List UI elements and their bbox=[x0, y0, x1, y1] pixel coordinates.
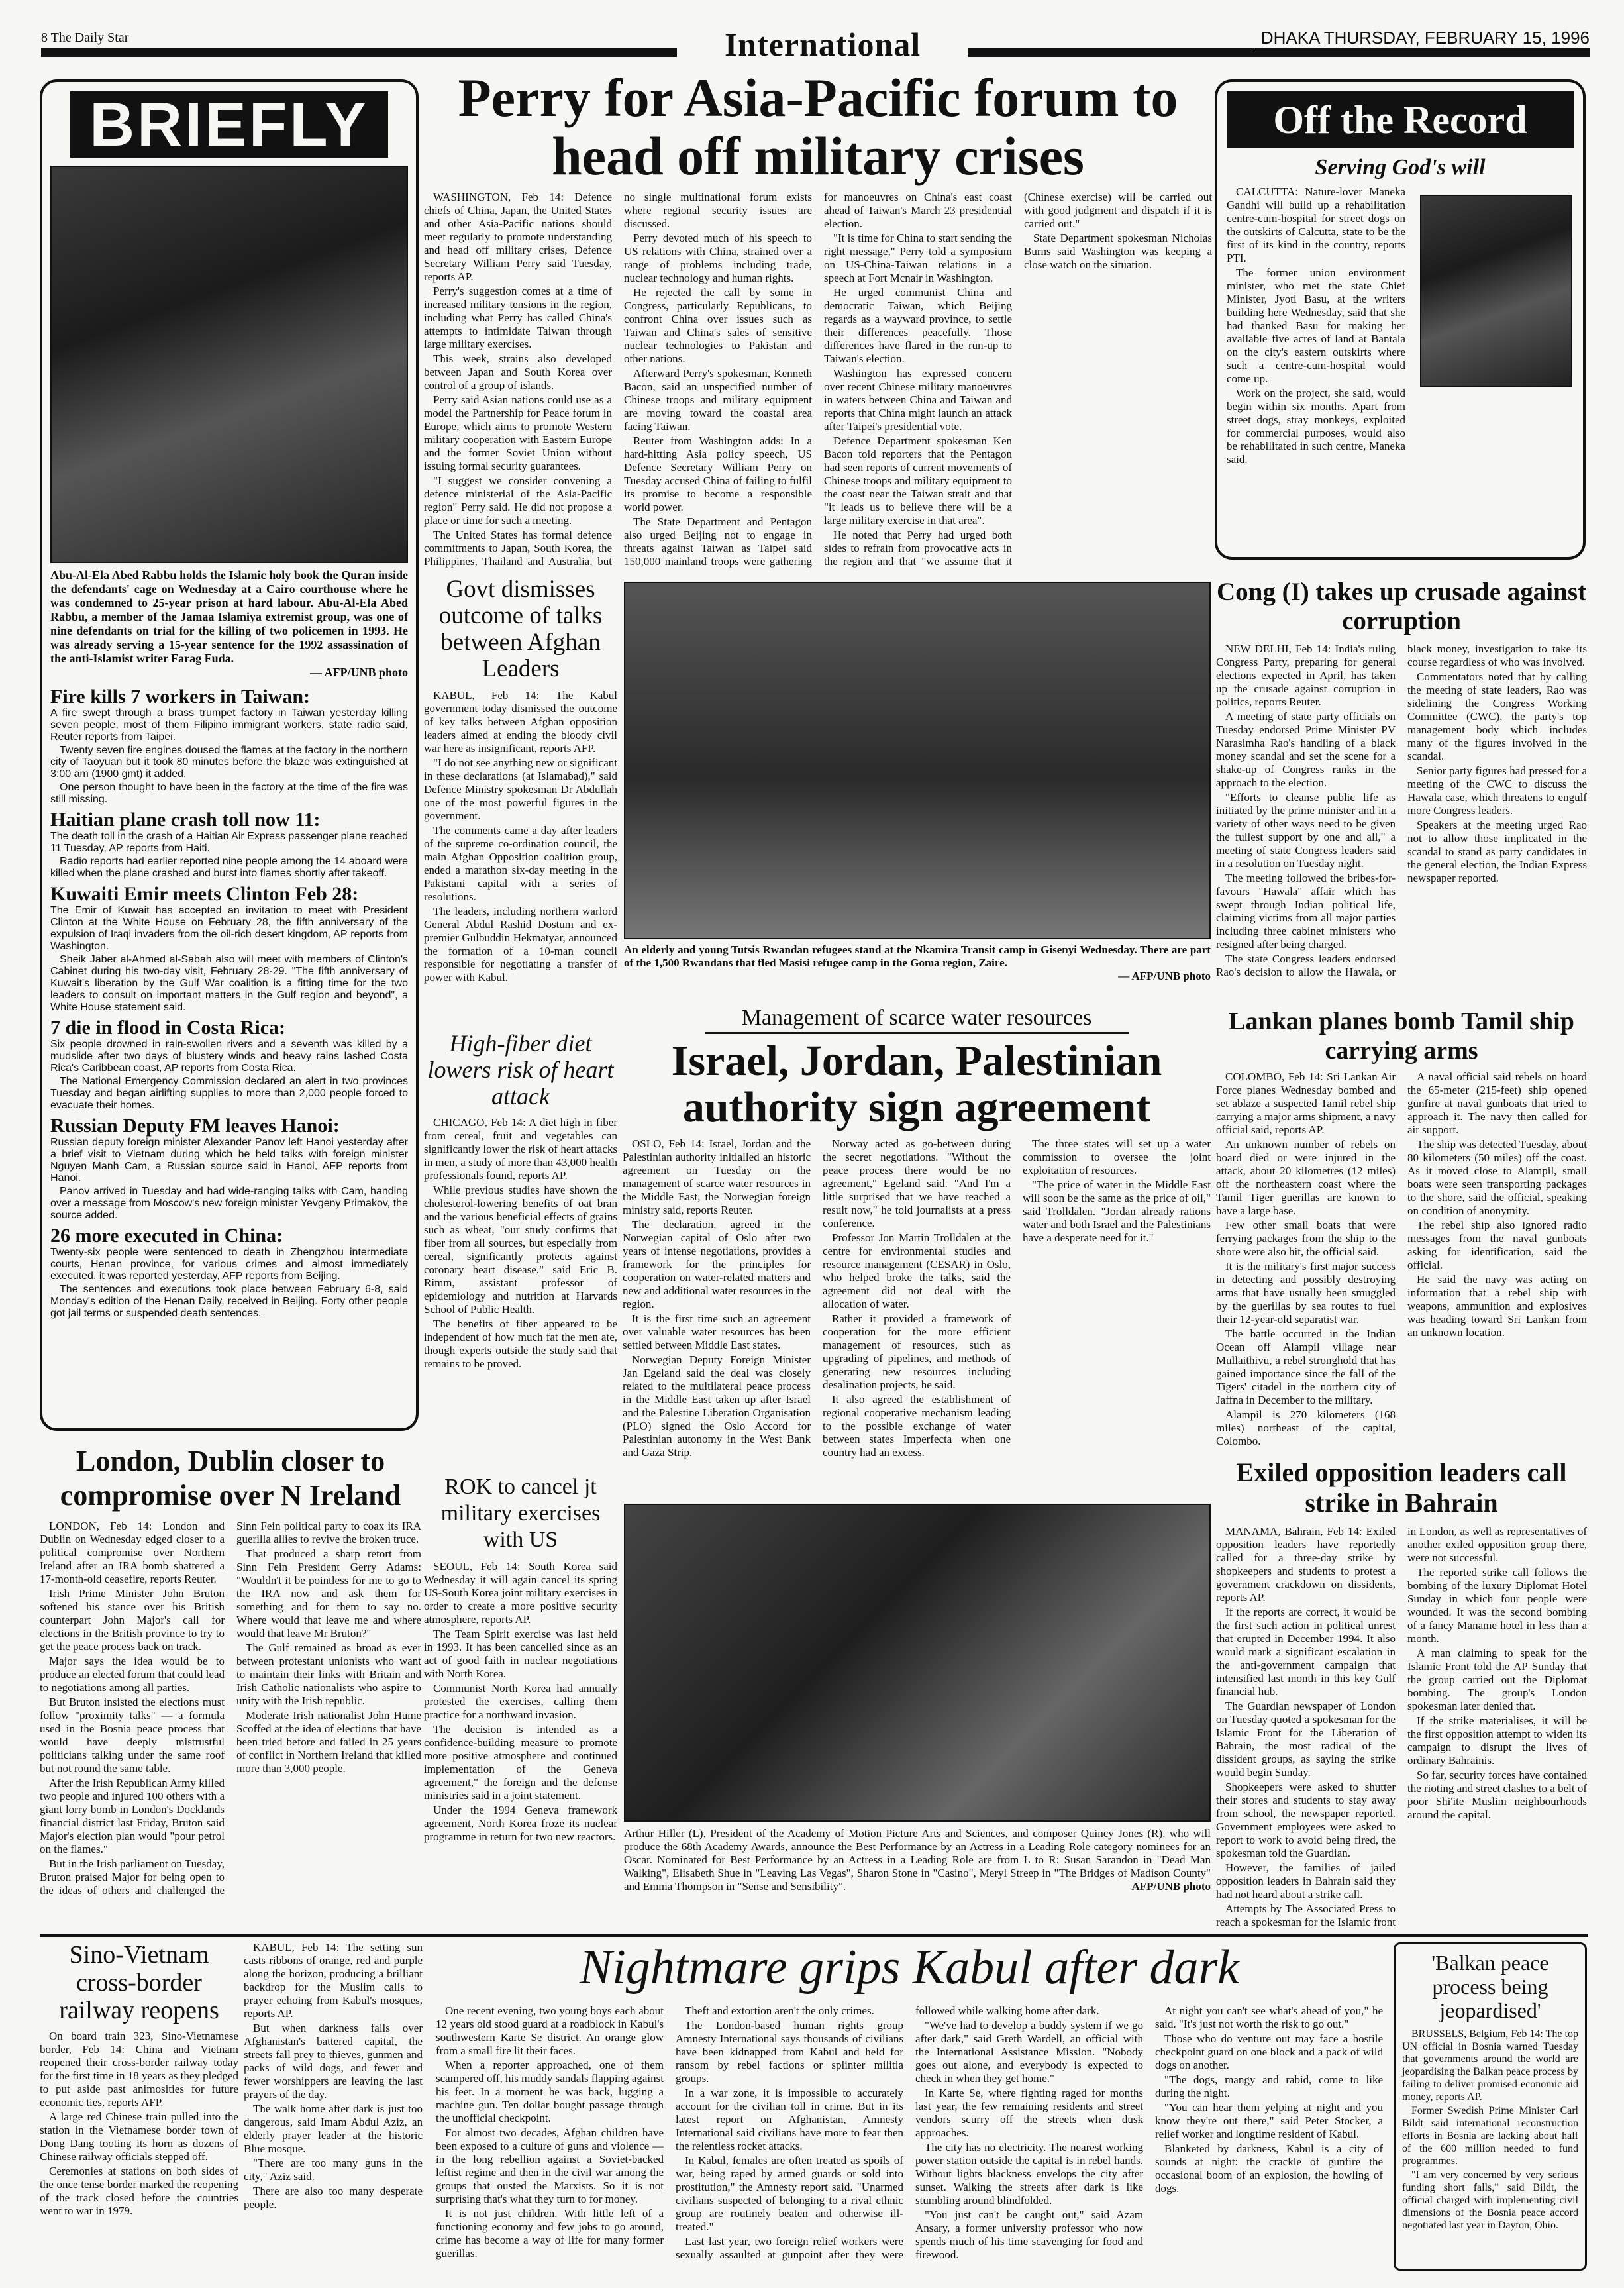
rwanda-caption: An elderly and young Tutsis Rwandan refugees stand at the Nkamira Transit camp in Gisenyi Wednesday. There are part of the 1,500 Rwandans that fled Masisi refugee camp in the Goma region, Zaire. — AFP/UNB photo bbox=[624, 943, 1211, 982]
lanka-article bbox=[1216, 1007, 1587, 1457]
water-paragraph: Norwegian Deputy Foreign Minister Jan Egeland said the deal was closely related to the multilateral peace process in the Middle East taken up after Israel and the Palestine Liberation Organisation (PLO) signed the Oslo Accord for Palestinian autonomy in the West Bank and Gaza Strip. bbox=[623, 1353, 811, 1459]
record-paragraph: The former union environment minister, who met the state Chief Minister, Jyoti Basu, at the writers building here Wednesday, said that she had thanked Basu for making her available five acres of land at Bantala on the city's eastern outskirts where such a centre-cum-hospital would come up. bbox=[1227, 266, 1405, 385]
congress-paragraph: A meeting of state party officials on Tuesday endorsed Prime Minister PV Narasimha Rao's handling of a black money scandal and set the scene for a shake-up of Congress ranks in the approach to the election. bbox=[1216, 710, 1396, 789]
fiber-article bbox=[424, 1030, 617, 1467]
water-paragraph: OSLO, Feb 14: Israel, Jordan and the Palestinian authority initialled an historic agreement on Tuesday on the management of scarce water resources in the Middle East, the Norwegian foreign ministry said, reports Reuter. bbox=[623, 1137, 811, 1216]
afghan-paragraph: The comments came a day after leaders of the supreme co-ordination council, the main Afghan Opposition coalition group, ended a marathon six-day meeting in the Pakistani capital with a series of resolutions. bbox=[424, 824, 617, 903]
oscar-caption: Arthur Hiller (L), President of the Academy of Motion Picture Arts and Sciences, and composer Quincy Jones (R), who will produce the 68th Academy Awards, announce the Best Performance by an Actress in a Leading Role category nominees for an Oscar. Nominated for Best Performance by an Actress in a Leading Role are from L to R: Susan Sarandon in "Dead Man Walking", Elisabeth Shue in "Leaving Las Vegas", Sharon Stone in "Casino", Meryl Streep in "The Bridges of Madison County" and Emma Thompson in "Sense and Sensibility". AFP/UNB photo bbox=[624, 1827, 1211, 1893]
briefly-photo bbox=[50, 166, 408, 563]
briefly-item-text: Russian deputy foreign minister Alexander Panov left Hanoi yesterday after a brief visit to Vietnam during which he held talks with foreign minister Nguyen Manh Cam, a Russian source said in Hanoi, AFP reports from Hanoi. bbox=[50, 1137, 408, 1184]
ireland-paragraph: Moderate Irish nationalist John Hume Scoffed at the idea of elections that have been tried before and failed in 25 years of conflict in Northern Ireland that killed more than 3,000 people. bbox=[236, 1709, 421, 1775]
fiber-paragraph: CHICAGO, Feb 14: A diet high in fiber from cereal, fruit and vegetables can significantly lower the risk of heart attacks in men, a study of more than 43,000 health professionals found, reports AP. bbox=[424, 1116, 617, 1182]
perry-paragraph: He noted that Perry had urged both sides to refrain from provocative acts in the region and that "we assume that it (Chinese exercise) will be carried out with good judgment and dispatch if it is carried out." bbox=[824, 191, 1212, 568]
balkan-paragraph: "I am very concerned by very serious funding short falls," said Bildt, the official charged with implementing civil dimensions of the Bosnia peace accord negotiated last year in Dayton, Ohio. bbox=[1402, 2169, 1578, 2231]
record-subhead: Serving God's will bbox=[1315, 155, 1486, 180]
ireland-paragraph: That produced a sharp retort from Sinn Fein President Gerry Adams: "Wouldn't it be pointless for me to go to the IRA now and ask them for something and for them to say no. Where would that leave me and where would that leave Mr Bruton?" bbox=[236, 1547, 421, 1639]
congress-headline: Cong (I) takes up crusade against corruption bbox=[1217, 578, 1586, 635]
kabul-paragraph: But when darkness falls over Afghanistan's battered capital, the streets fall prey to thieves, gunmen and packs of wild dogs, and fewer and fewer worshippers are leaving the last prayers of the day. bbox=[244, 2022, 423, 2101]
kabul-first-column bbox=[244, 1941, 423, 2272]
lanka-headline: Lankan planes bomb Tamil ship carrying arms bbox=[1229, 1008, 1574, 1065]
oscar-photo-block bbox=[624, 1504, 1211, 1934]
briefly-item-text: Six people drowned in rain-swollen rivers and a seventh was killed by a mudslide after two days of blustery winds and heavy rains lashed Costa Rica's Caribbean coast, AP reports from Costa Rica. bbox=[50, 1039, 408, 1074]
kabul-paragraph: Last last year, two foreign relief workers were sexually assaulted at gunpoint after they were followed while walking home after dark. bbox=[676, 2004, 1099, 2261]
kabul-paragraph: The London-based human rights group Amnesty International says thousands of civilians have been kidnapped from Kabul and held for ransom by rebel factions or splinter militia groups. bbox=[676, 2019, 903, 2085]
bahrain-headline: Exiled opposition leaders call strike in Bahrain bbox=[1236, 1457, 1567, 1518]
rail-headline: Sino-Vietnam cross-border railway reopens bbox=[59, 1941, 219, 2024]
kabul-paragraph: At night you can't see what's ahead of you," he said. "It's just not worth the risk to go out." bbox=[1155, 2004, 1383, 2030]
fiber-body bbox=[424, 1116, 617, 1441]
briefly-item bbox=[50, 884, 408, 1014]
perry-paragraph: Reuter from Washington adds: In a hard-hitting Asia policy speech, US Defence Secretary William Perry on Tuesday accused China of failing to fulfil its promise to become a responsible world power. bbox=[624, 435, 812, 513]
bahrain-paragraph: Shopkeepers were asked to shutter their stores and students to stay away from school, the newspaper reported. Government employees were asked to report to work to avoid being fired, the spokesman told the Guardian. bbox=[1216, 1781, 1396, 1859]
water-article bbox=[623, 1006, 1211, 1502]
water-paragraph: It is the first time such an agreement over valuable water resources has been settled between Middle East states. bbox=[623, 1312, 811, 1351]
water-paragraph: Professor Jon Martin Trolldalen at the centre for environmental studies and resource management (CESAR) in Oslo, who helped broke the talks, said the agreement did not deal with the allocation of water. bbox=[823, 1231, 1011, 1310]
congress-paragraph: Senior party figures had pressed for a meeting of the CWC to discuss the Hawala case, which threatens to engulf more Congress leaders. bbox=[1407, 764, 1587, 817]
kabul-paragraph: There are also too many desperate people. bbox=[244, 2185, 423, 2210]
perry-paragraph: Perry's suggestion comes at a time of increased military tensions in the region, including what Perry has called China's attempts to intimidate Taiwan through large military exercises. bbox=[424, 285, 612, 350]
briefly-item-text: A fire swept through a brass trumpet factory in Taiwan yesterday killing seven people, most of them Filipino immigrant workers, state radio said, Reuter reports from Taipei. bbox=[50, 707, 408, 743]
bahrain-paragraph: MANAMA, Bahrain, Feb 14: Exiled opposition leaders have reportedly called for a three-day strike by shopkeepers and students to protest a government crackdown on dissidents, reports AP. bbox=[1216, 1525, 1396, 1604]
briefly-photo-caption: Abu-Al-Ela Abed Rabbu holds the Islamic holy book the Quran inside the defendants' cage on Wednesday at a Cairo courthouse where he was condemned to 25-year prison at hard labour. Abu-Al-Ela Abed Rabbu, a member of the Jamaa Islamiya extremist group, was one of nine defendants on trial for the killing of two policemen in 1993. He was already serving a 15-year sentence for the 1992 assassination of the anti-Islamist writer Farag Fuda. — AFP/UNB photo bbox=[50, 568, 408, 679]
congress-paragraph: The state Congress leaders endorsed Rao's decision to allow the Hawala, or black money, investigation to take its course regardless of who was involved. bbox=[1216, 643, 1587, 978]
kabul-paragraph: "There are too many guns in the city," Aziz said. bbox=[244, 2157, 423, 2183]
kabul-paragraph: In Kabul, females are often treated as spoils of war, being raped by armed guards or sold into prostitution," the Amnesty report said. "Unarmed civilians suspected of belonging to a rival ethnic group are routinely beaten and otherwise ill-treated." bbox=[676, 2154, 903, 2233]
oscar-photo bbox=[624, 1504, 1211, 1822]
briefly-logo: BRIEFLY bbox=[70, 91, 388, 158]
kabul-paragraph: "The dogs, mangy and rabid, come to like during the night. bbox=[1155, 2073, 1383, 2099]
lanka-paragraph: The ship was detected Tuesday, about 80 kilometers (50 miles) off the coast. As it moved close to Alampil, small boats were seen transporting packages to the shore, said the official, speaking on condition of anonymity. bbox=[1407, 1138, 1587, 1217]
balkan-paragraph: Former Swedish Prime Minister Carl Bildt said international reconstruction efforts in Bosnia are lacking about half of the 600 million needed to fund programmes. bbox=[1402, 2105, 1578, 2167]
water-body bbox=[623, 1137, 1211, 1469]
bottom-section-rule bbox=[40, 1934, 1588, 1937]
bahrain-paragraph: A man claiming to speak for the Islamic Front told the AP Sunday that the group carried out the Diplomat bombing. The group's London spokesman later denied that. bbox=[1407, 1647, 1587, 1712]
rok-paragraph: SEOUL, Feb 14: South Korea said Wednesday it will again cancel its spring US-South Korea joint military exercises in order to create a more positive security atmosphere, reports AP. bbox=[424, 1560, 617, 1626]
water-paragraph: "The price of water in the Middle East will soon be the same as the price of oil," said Trolldalen. "Jordan already rations water and both Israel and the Palestinians have a desperate need for it." bbox=[1023, 1178, 1211, 1244]
fiber-paragraph: While previous studies have shown the cholesterol-lowering benefits of oat bran and the various beneficial effects of grains such as wheat, "our study confirms that fiber from all sources, but especially from cereal, significantly protects against coronary heart disease," said Eric B. Rimm, assistant professor of epidemiology and nutrition at Harvards School of Public Health. bbox=[424, 1184, 617, 1316]
perry-paragraph: WASHINGTON, Feb 14: Defence chiefs of China, Japan, the United States and other Asia-Pacific nations should meet regularly to promote understanding and head off military crises, Defence Secretary William Perry said Tuesday, reports AP. bbox=[424, 191, 612, 283]
briefly-item-heading: Fire kills 7 workers in Taiwan: bbox=[50, 686, 310, 707]
briefly-item-paragraph: Radio reports had earlier reported nine people among the 14 aboard were killed when the plane crashed and burst into flames shortly after takeoff. bbox=[50, 856, 408, 879]
rok-article bbox=[424, 1474, 617, 1938]
kabul-paragraph: Blanketed by darkness, Kabul is a city of sounds at night: the crackle of gunfire the occasional boom of an explosion, the howling of dogs. bbox=[1155, 2142, 1383, 2195]
perry-body bbox=[424, 191, 1212, 568]
kabul-body bbox=[436, 2004, 1383, 2272]
lanka-paragraph: The rebel ship also ignored radio messages from the naval gunboats asking for identification, said the official. bbox=[1407, 1219, 1587, 1271]
lanka-paragraph: A naval official said rebels on board the 65-meter (215-feet) ship opened gunfire at naval gunboats that tried to approach it. The navy then called for air support. bbox=[1407, 1070, 1587, 1136]
lanka-paragraph: He said the navy was acting on information that a rebel ship with weapons, ammunition and explosives was heading toward Sri Lankan from an unknown location. bbox=[1407, 1273, 1587, 1339]
kabul-paragraph: "You just can't be caught out," said Azam Ansary, a former university professor who now spends much of his time scavenging for food and firewood. bbox=[915, 2209, 1143, 2261]
rok-headline: ROK to cancel jt military exercises with US bbox=[440, 1475, 601, 1552]
record-paragraph: Work on the project, she said, would begin within six months. Apart from street dogs, stray monkeys, exploited for commercial purposes, would also be rehabilitated in such centre, Maneka said. bbox=[1227, 387, 1405, 466]
fiber-headline: High-fiber diet lowers risk of heart attack bbox=[427, 1030, 614, 1110]
fiber-paragraph: The benefits of fiber appeared to be independent of how much fat the men ate, though experts outside the study said that remains to be proved. bbox=[424, 1318, 617, 1370]
briefly-item bbox=[50, 1017, 408, 1112]
ireland-paragraph: But Bruton insisted the elections must follow "proximity talks" — a formula used in the Bosnia peace process that would have deeply mistrustful politicians talking under the same roof but not round the same table. bbox=[40, 1696, 225, 1775]
record-box bbox=[1215, 79, 1586, 560]
afghan-body bbox=[424, 689, 617, 1014]
water-paragraph: It also agreed the establishment of regional cooperative mechanism leading to the possible exchange of water between states Imperfecta when one country had an excess. bbox=[823, 1393, 1011, 1459]
water-paragraph: Rather it provided a framework of cooperation for the more efficient management of resources, such as upgrading of pipelines, and methods of generating new resources including desalination projects, he said. bbox=[823, 1312, 1011, 1391]
rail-body bbox=[40, 2030, 238, 2248]
briefly-item-heading: Russian Deputy FM leaves Hanoi: bbox=[50, 1115, 340, 1137]
perry-paragraph: Perry said Asian nations could use as a model the Partnership for Peace forum in Europe, which aims to promote Western military cooperation with Eastern Europe and the former Soviet Union without issuing formal security guarantees. bbox=[424, 393, 612, 472]
kabul-paragraph: It is not just children. With little left of a functioning economy and few jobs to go around, crime has become a way of life for many former guerillas. bbox=[436, 2207, 664, 2260]
bahrain-paragraph: Attempts by The Associated Press to reach a spokesman for the Islamic front in London, as well as representatives of another exiled opposition group there, were not successful. bbox=[1216, 1525, 1587, 1928]
kabul-headline: Nightmare grips Kabul after dark bbox=[579, 1941, 1240, 1995]
water-headline: Israel, Jordan, Palestinian authority sign agreement bbox=[671, 1037, 1162, 1131]
rail-paragraph: A large red Chinese train pulled into the station in the Vietnamese border town of Dong Dang tooting its horn as dozens of Chinese railway officials stepped off. bbox=[40, 2110, 238, 2163]
briefly-item-text: The death toll in the crash of a Haitian Air Express passenger plane reached 11 Tuesday, AP reports from Haiti. bbox=[50, 831, 408, 854]
water-paragraph: Norway acted as go-between during the secret negotiations. "Without the peace process there would be no agreement," Egeland said. "And I'm a little surprised that we have reached a result now," he told journalists at a press conference. bbox=[823, 1137, 1011, 1229]
record-photo bbox=[1420, 195, 1572, 387]
congress-body bbox=[1216, 643, 1587, 999]
briefly-item-paragraph: Panov arrived in Tuesday and had wide-ranging talks with Cam, handing over a message from Moscow's new foreign minister Yevgeny Primakov, the source added. bbox=[50, 1186, 408, 1221]
lanka-paragraph: Few other small boats that were ferrying packages from the ship to the shore were also hit, the official said. bbox=[1216, 1219, 1396, 1258]
briefly-item-heading: Kuwaiti Emir meets Clinton Feb 28: bbox=[50, 883, 359, 905]
kabul-paragraph: The city has no electricity. The nearest working power station outside the capital is in rebel hands. Without lights blackness envelops the city after sunset. Walking the streets after dark is like stumbling around blindfolded. bbox=[915, 2141, 1143, 2207]
perry-paragraph: State Department spokesman Nicholas Burns said Washington was keeping a close watch on the situation. bbox=[1024, 232, 1212, 271]
ireland-body bbox=[40, 1520, 421, 1917]
briefly-box bbox=[40, 79, 419, 1431]
kabul-paragraph: The walk home after dark is just too dangerous, said Imam Abdul Aziz, an elderly prayer leader at the historic Blue mosque. bbox=[244, 2103, 423, 2155]
afghan-paragraph: KABUL, Feb 14: The Kabul government today dismissed the outcome of key talks between Afghan opposition leaders aimed at ending the bloody civil war here as insignificant, reports AFP. bbox=[424, 689, 617, 754]
perry-paragraph: Washington has expressed concern over recent Chinese military manoeuvres in waters between China and Taiwan and reports that China might launch an attack after Taipei's presidential vote. bbox=[824, 367, 1012, 433]
kabul-paragraph: One recent evening, two young boys each about 12 years old stood guard at a roadblock in Kabul's southwestern Karte Se district. An orange glow from a small fire lit their faces. bbox=[436, 2004, 664, 2057]
afghan-headline: Govt dismisses outcome of talks between Afghan Leaders bbox=[438, 576, 603, 682]
dateline: DHAKA THURSDAY, FEBRUARY 15, 1996 bbox=[1254, 28, 1590, 48]
briefly-photo-credit: — AFP/UNB photo bbox=[309, 666, 408, 679]
perry-paragraph: The United States has formal defence commitments to Japan, South Korea, the Philippines, Thailand and Australia, but no single multinational forum exists where regional security issues are discussed. bbox=[424, 191, 812, 568]
kabul-paragraph: In Karte Se, where fighting raged for months last year, the few remaining residents and street vendors scurry off the streets when dusk approaches. bbox=[915, 2087, 1143, 2139]
bahrain-paragraph: The reported strike call follows the bombing of the luxury Diplomat Hotel Sunday in which four people were wounded. It was the second bombing of a fancy Maname hotel in less than a month. bbox=[1407, 1566, 1587, 1645]
briefly-item-paragraph: Sheik Jaber al-Ahmed al-Sabah also will meet with members of Clinton's Cabinet during his two-day visit, February 28-29. "The fifth anniversary of Kuwait's liberation by the Gulf War coalition is a fitting time for the two leaders to consult on important matters in the Gulf region and beyond", a White House statement said. bbox=[50, 954, 408, 1013]
briefly-item bbox=[50, 1225, 408, 1320]
rok-body bbox=[424, 1560, 617, 1904]
kabul-paragraph: KABUL, Feb 14: The setting sun casts ribbons of orange, red and purple along the horizon, producing a brilliant backdrop for the Muslim calls to prayer echoing from Kabul's mosques, reports AP. bbox=[244, 1941, 423, 2020]
briefly-item-heading: Haitian plane crash toll now 11: bbox=[50, 809, 321, 831]
bahrain-paragraph: If the reports are correct, it would be the first such action in political unrest that erupted in December 1994. It also would mark a significant escalation in the anti-government campaign that intensified last month in this key Gulf financial hub. bbox=[1216, 1606, 1396, 1698]
afghan-paragraph: "I do not see anything new or significant in these declarations (at Islamabad)," said Defence Ministry spokesman Dr Abdullah one of the most powerful figures in the government. bbox=[424, 756, 617, 822]
bahrain-body bbox=[1216, 1525, 1587, 1930]
rwanda-photo bbox=[624, 582, 1211, 939]
water-paragraph: The three states will set up a water commission to oversee the joint exploitation of resources. bbox=[1023, 1137, 1211, 1176]
oscar-credit: AFP/UNB photo bbox=[1131, 1880, 1211, 1893]
congress-paragraph: NEW DELHI, Feb 14: India's ruling Congress Party, preparing for general elections expected in April, has taken up the crusade against corruption in politics, reports Reuter. bbox=[1216, 643, 1396, 708]
ireland-headline: London, Dublin closer to compromise over N Ireland bbox=[60, 1445, 401, 1512]
bahrain-article bbox=[1216, 1457, 1587, 1934]
rwanda-photo-block bbox=[624, 582, 1211, 1006]
briefly-item-paragraph: The sentences and executions took place between February 6-8, said Monday's edition of the Henan Daily, received in Beijing. Forty other people got jail terms or suspended death sentences. bbox=[50, 1284, 408, 1319]
kabul-paragraph: Theft and extortion aren't the only crimes. bbox=[685, 2004, 874, 2017]
record-logo: Off the Record bbox=[1227, 91, 1574, 148]
balkan-headline: 'Balkan peace process being jeopardised' bbox=[1431, 1951, 1549, 2022]
rok-paragraph: The Team Spirit exercise was last held in 1993. It has been cancelled since as an act of good faith in nuclear negotiations with North Korea. bbox=[424, 1628, 617, 1680]
lanka-body bbox=[1216, 1070, 1587, 1455]
kabul-paragraph: Those who do venture out may face a hostile checkpoint guard on one block and a pack of wild dogs on another. bbox=[1155, 2032, 1383, 2071]
water-paragraph: The declaration, agreed in the Norwegian capital of Oslo after two years of intense negotiations, provides a framework for the principles for cooperation on water-related matters and new and additional water resources in the region. bbox=[623, 1218, 811, 1310]
masthead-rule-left bbox=[41, 48, 677, 57]
rok-paragraph: Under the 1994 Geneva framework agreement, North Korea froze its nuclear programme in return for two new reactors. bbox=[424, 1804, 617, 1843]
briefly-item-paragraph: Twenty seven fire engines doused the flames at the factory in the northern city of Taoyuan but it took 80 minutes before the blaze was extinguished at 3:00 am (1900 gmt) it added. bbox=[50, 745, 408, 780]
perry-headline: Perry for Asia-Pacific forum to head off military crises bbox=[458, 69, 1178, 186]
record-body bbox=[1227, 185, 1405, 530]
perry-paragraph: The State Department and Pentagon also urged Beijing not to engage in threats against Taiwan as Taipei said 150,000 mainland troops were gathering for manoeuvres on China's east coast ahead of Taiwan's March 23 presidential election. bbox=[624, 191, 1012, 568]
briefly-item-paragraph: The National Emergency Commission declared an alert in two provinces Tuesday and began airlifting supplies to more than 2,000 people forced to evacuate their homes. bbox=[50, 1076, 408, 1111]
water-kicker: Management of scarce water resources bbox=[705, 1006, 1129, 1034]
rok-paragraph: Communist North Korea had annually protested the exercises, calling them practice for a northward invasion. bbox=[424, 1682, 617, 1721]
bahrain-paragraph: The Guardian newspaper of London on Tuesday quoted a spokesman for the Islamic Front for the Liberation of Bahrain, the most radical of the dissident groups, as saying the strike would begin Sunday. bbox=[1216, 1700, 1396, 1779]
congress-paragraph: "Efforts to cleanse public life as initiated by the prime minister and in a variety of other ways need to be given the fullest support by one and all," a meeting of state Congress leaders said in a resolution on Tuesday night. bbox=[1216, 791, 1396, 870]
perry-paragraph: "It is time for China to start sending the right message," Perry told a symposium on US-China-Taiwan relations in a speech at Fort Mcnair in Washington. bbox=[824, 232, 1012, 284]
ireland-paragraph: Major says the idea would be to produce an elected forum that could lead to negotiations among all parties. bbox=[40, 1655, 225, 1694]
rwanda-credit: — AFP/UNB photo bbox=[1118, 970, 1211, 982]
perry-paragraph: Perry devoted much of his speech to US relations with China, strained over a range of problems including trade, nuclear technology and human rights. bbox=[624, 232, 812, 284]
ireland-paragraph: LONDON, Feb 14: London and Dublin on Wednesday edged closer to a political compromise over Northern Ireland after an IRA bomb shattered a 17-month-old ceasefire, reports Reuter. bbox=[40, 1520, 225, 1585]
ireland-paragraph: Irish Prime Minister John Bruton softened his stance over his British counterpart John Major's call for elections in the British province to try to get the peace process back on track. bbox=[40, 1587, 225, 1653]
page-number-label: 8 The Daily Star bbox=[41, 30, 129, 45]
kabul-paragraph: When a reporter approached, one of them scampered off, his muddy sandals flapping against his feet. In a moment he was back, lugging a machine gun. Ten dollar bought passage through the unofficial checkpoint. bbox=[436, 2059, 664, 2124]
balkan-body bbox=[1402, 2028, 1578, 2240]
kabul-article bbox=[244, 1941, 1383, 2272]
record-paragraph: CALCUTTA: Nature-lover Maneka Gandhi will build up a rehabilitation centre-cum-hospital for street dogs on the outskirts of Calcutta, state to be the first of its kind in the country, reports PTI. bbox=[1227, 185, 1405, 264]
section-title: International bbox=[724, 26, 921, 63]
congress-paragraph: The meeting followed the bribes-for-favours "Hawala" affair which has swept through Indian political life, claiming victims from all major parties including three cabinet ministers who resigned after being charged. bbox=[1216, 872, 1396, 951]
lanka-paragraph: It is the military's first major success in detecting and possibly destroying arms that have usually been smuggled by the guerillas by sea routes to fuel their 12-year-old separatist war. bbox=[1216, 1260, 1396, 1326]
kabul-paragraph: In a war zone, it is impossible to accurately account for the civilian toll in crime. But in its latest report on Afghanistan, Amnesty International said civilians have more to fear then the relentless rocket attacks. bbox=[676, 2087, 903, 2152]
ireland-paragraph: After the Irish Republican Army killed two people and injured 100 others with a giant lorry bomb in London's Docklands financial district last Friday, Bruton said Major's election plan would "pour petrol on the flames." bbox=[40, 1777, 225, 1855]
balkan-box bbox=[1394, 1942, 1587, 2271]
briefly-item-text: The Emir of Kuwait has accepted an invitation to meet with President Clinton at the White House on February 28, the fifth anniversary of the expulsion of Iraqi invaders from the oil-rich desert kingdom, AP reports from Washington. bbox=[50, 905, 408, 952]
masthead bbox=[41, 25, 1590, 66]
bahrain-paragraph: If the strike materialises, it will be the first opposition attempt to widen its campaign to disrupt the lives of ordinary Bahrainis. bbox=[1407, 1714, 1587, 1767]
lanka-paragraph: The battle occurred in the Indian Ocean off Alampil village near Mullaithivu, a rebel stronghold that has gained importance since the fall of the Tigers' citadel in the northern city of Jaffna in December to the military. bbox=[1216, 1327, 1396, 1406]
perry-paragraph: This week, strains also developed between Japan and South Korea over control of a group of islands. bbox=[424, 352, 612, 391]
perry-paragraph: "I suggest we consider convening a defence ministerial of the Asia-Pacific region" Perry said. He did not propose a place or time for such a meeting. bbox=[424, 474, 612, 527]
bahrain-paragraph: So far, security forces have contained the rioting and street clashes to a belt of poor Shi'ite Muslim neighbourhoods around the capital. bbox=[1407, 1769, 1587, 1821]
ireland-paragraph: The Gulf remained as broad as ever between protestant unionists who want to maintain their links with Britain and Irish Catholic nationalists who aspire to unity with the Irish republic. bbox=[236, 1641, 421, 1707]
perry-paragraph: He rejected the call by some in Congress, particularly Republicans, to confront China over issues such as Taiwan and China's sales of sensitive nuclear technologies to Pakistan and other nations. bbox=[624, 286, 812, 365]
kabul-paragraph: "You can hear them yelping at night and you know they're out there," said Peter Stocker, a relief worker and longtime resident of Kabul. bbox=[1155, 2101, 1383, 2140]
masthead-rule-right bbox=[968, 48, 1590, 57]
briefly-item bbox=[50, 1116, 408, 1222]
perry-paragraph: He urged communist China and democratic Taiwan, which Beijing regards as a wayward province, to settle their differences peacefully. Those differences have flared in the run-up to Taiwan's election. bbox=[824, 286, 1012, 365]
congress-article bbox=[1216, 578, 1587, 1002]
ireland-paragraph: But in the Irish parliament on Tuesday, Bruton praised Major for being open to the ideas of others and challenged the Sinn Fein political party to coax its IRA guerilla allies to revive the broken truce. bbox=[40, 1520, 421, 1897]
kabul-paragraph: For almost two decades, Afghan children have been exposed to a culture of guns and violence — in the long rebellion against a Soviet-backed leftist regime and then in the civil war among the groups that ousted the Marxists. So it is not surprising that's what they turn to for money. bbox=[436, 2126, 664, 2205]
briefly-item-paragraph: One person thought to have been in the factory at the time of the fire was still missing. bbox=[50, 782, 408, 805]
briefly-items bbox=[50, 686, 408, 1320]
congress-paragraph: Commentators noted that by calling the meeting of state leaders, Rao was sidelining the Congress Working Committee (CWC), the party's top management body which includes many of the figures involved in the scandal. bbox=[1407, 670, 1587, 762]
perry-article bbox=[424, 69, 1212, 572]
ireland-article bbox=[40, 1444, 421, 1934]
lanka-paragraph: An unknown number of rebels on board died or were injured in the attack, about 20 kilometres (12 miles) off the northeastern coast where the Tamil Tiger guerillas are known to have a large base. bbox=[1216, 1138, 1396, 1217]
perry-paragraph: Defence Department spokesman Ken Bacon told reporters that the Pentagon had seen reports of current movements of Chinese troops and military equipment to the coast near the Taiwan strait and that "it leads us to believe there will be a large military exercise in that area". bbox=[824, 435, 1012, 527]
kabul-paragraph: "We've had to develop a buddy system if we go after dark," said Greth Wardell, an official with the International Assistance Mission. "Nobody goes out alone, and everybody is expected to check in when they get home." bbox=[915, 2019, 1143, 2085]
briefly-item-heading: 26 more executed in China: bbox=[50, 1225, 283, 1247]
perry-paragraph: Afterward Perry's spokesman, Kenneth Bacon, said an unspecified number of Chinese troops and military equipment are moving toward the coastal area facing Taiwan. bbox=[624, 367, 812, 433]
briefly-item-heading: 7 die in flood in Costa Rica: bbox=[50, 1017, 286, 1039]
briefly-item bbox=[50, 809, 408, 880]
lanka-paragraph: Alampil is 270 kilometers (168 miles) northeast of the capital, Colombo. bbox=[1216, 1408, 1396, 1447]
lanka-paragraph: COLOMBO, Feb 14: Sri Lankan Air Force planes Wednesday bombed and set ablaze a suspected Tamil rebel ship carrying a major arms shipment, a navy official said, reports AP. bbox=[1216, 1070, 1396, 1136]
bahrain-paragraph: However, the families of jailed opposition leaders in Bahrain said they had not heard about a strike call. bbox=[1216, 1861, 1396, 1900]
rail-paragraph: On board train 323, Sino-Vietnamese border, Feb 14: China and Vietnam reopened their cross-border railway today for the first time in 18 years as they pledged to put aside past animosities for future economic ties, reports AFP. bbox=[40, 2030, 238, 2108]
briefly-item bbox=[50, 686, 408, 806]
balkan-paragraph: BRUSSELS, Belgium, Feb 14: The top UN official in Bosnia warned Tuesday that governments around the world are jeopardising the Balkan peace process by failing to deliver promised economic aid money, reports AP. bbox=[1402, 2028, 1578, 2103]
briefly-item-text: Twenty-six people were sentenced to death in Zhengzhou intermediate courts, Henan province, for various crimes and almost immediately executed, it was reported yesterday, AFP reports from Beijing. bbox=[50, 1247, 408, 1282]
rail-paragraph: Ceremonies at stations on both sides of the once tense border marked the reopening of the track closed before the countries went to war in 1979. bbox=[40, 2165, 238, 2217]
afghan-article bbox=[424, 576, 617, 1027]
afghan-paragraph: The leaders, including northern warlord General Abdul Rashid Dostum and ex-premier Gulbuddin Hekmatyar, announced the formation of a 10-man council responsible for negotiating a transfer of power with Kabul. bbox=[424, 905, 617, 984]
rok-paragraph: The decision is intended as a confidence-building measure to promote more positive atmosphere and continued implementation of the Geneva agreement," the foreign and the defense ministries said in a joint statement. bbox=[424, 1723, 617, 1802]
congress-paragraph: Speakers at the meeting urged Rao not to allow those implicated in the scandal to stand as party candidates in the general election, the Indian Express newspaper reported. bbox=[1407, 819, 1587, 884]
rail-article bbox=[40, 1941, 238, 2272]
